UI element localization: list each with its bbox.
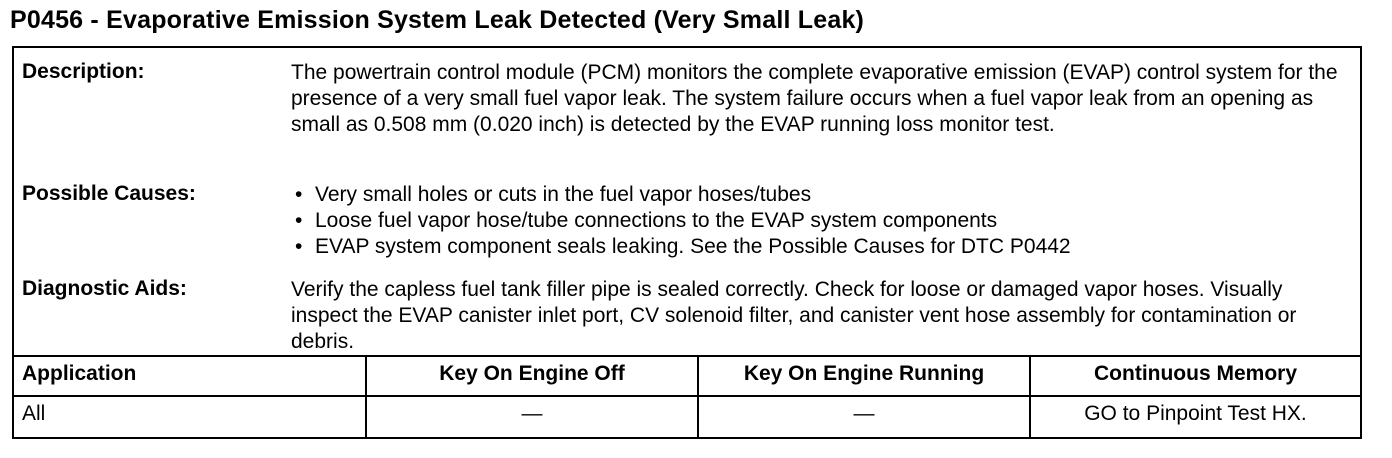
diagnostic-aids-content (291, 277, 1348, 355)
table-header-koer: Key On Engine Running (743, 362, 985, 385)
bullet-icon: • (295, 183, 303, 206)
list-item (291, 208, 1348, 234)
possible-causes-label: Possible Causes: (22, 182, 196, 205)
dtc-info-box (12, 46, 1362, 439)
possible-causes-list (291, 182, 1348, 260)
description-text: The powertrain control module (PCM) monitors the complete evaporative emission (EVAP) control system for the presence of a very small fuel vapor leak. The system failure occurs when a fuel vapor leak from an opening as small as 0.508 mm (0.020 inch) is detected by the EVAP running loss monitor test. (291, 61, 1338, 136)
cause-text: Loose fuel vapor hose/tube connections to the EVAP system components (315, 209, 998, 232)
bullet-icon: • (295, 209, 303, 232)
description-content (291, 60, 1348, 138)
cause-text: Very small holes or cuts in the fuel vapor hoses/tubes (315, 183, 812, 206)
table-header-koeo: Key On Engine Off (439, 362, 625, 385)
diagnostic-aids-text: Verify the capless fuel tank filler pipe is sealed correctly. Check for loose or damaged vapor hoses. Visually inspect the EVAP canister inlet port, CV solenoid filter, and canister vent hose assembly for contamination or debris. (291, 278, 1297, 353)
list-item (291, 182, 1348, 208)
list-item (291, 234, 1348, 260)
bullet-icon: • (295, 235, 303, 258)
table-header-divider (14, 395, 1360, 397)
cause-text: EVAP system component seals leaking. See the Possible Causes for DTC P0442 (315, 235, 1071, 258)
table-header-application: Application (22, 362, 137, 385)
description-label: Description: (22, 60, 145, 83)
table-header-continuous-memory: Continuous Memory (1094, 362, 1297, 385)
possible-causes-content (291, 182, 1348, 260)
table-cell-koer: — (853, 402, 875, 425)
table-cell-application: All (22, 402, 46, 425)
table-top-divider (14, 355, 1360, 357)
page-title: P0456 - Evaporative Emission System Leak Detected (Very Small Leak) (10, 6, 865, 34)
pinpoint-test-link: GO to Pinpoint Test HX. (1084, 402, 1307, 425)
diagnostic-aids-label: Diagnostic Aids: (22, 277, 187, 300)
table-cell-koeo: — (521, 402, 543, 425)
